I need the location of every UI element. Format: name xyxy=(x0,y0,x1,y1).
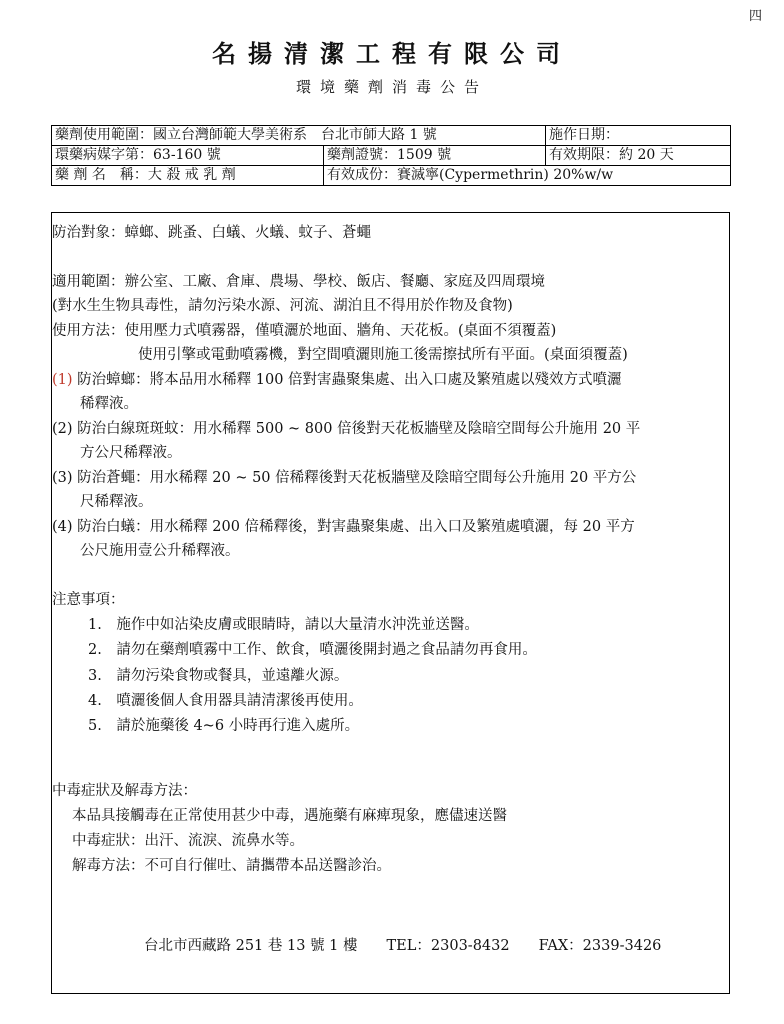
poison-text-1: 本品具接觸毒在正常使用甚少中毒，遇施藥有麻痺現象，應儘速送醫 xyxy=(72,808,507,824)
validity-cell: 有效期限：約 20 天 xyxy=(546,146,731,166)
poison-text-2: 中毒症狀：出汗、流淚、流鼻水等。 xyxy=(72,833,304,849)
item-3: (3) 防治蒼蠅：用水稀釋 20 ~ 50 倍稀釋後對天花板牆壁及陰暗空間每公升施用 20 平方公 xyxy=(52,470,637,486)
scope-cell: 藥劑使用範圍：國立台灣師範大學美術系 台北市師大路 1 號 xyxy=(52,126,546,146)
usage-text-1: 使用方法：使用壓力式噴霧器，僅噴灑於地面、牆角、天花板。(桌面不須覆蓋) xyxy=(52,323,557,339)
caution-item: 4. 噴灑後個人食用器具請清潔後再使用。 xyxy=(88,693,363,709)
notice-title: 環境藥劑消毒公告 xyxy=(295,78,488,96)
scope-text: 適用範圍：辦公室、工廠、倉庫、農場、學校、飯店、餐廳、家庭及四周環境 xyxy=(52,274,545,290)
item-1-text: 防治蟑螂：將本品用水稀釋 100 倍對害蟲聚集處、出入口處及繁殖處以殘效方式噴灑 xyxy=(72,372,622,388)
date-cell: 施作日期： xyxy=(546,126,731,146)
notice-body xyxy=(51,212,730,994)
registration-cell: 環藥病媒字第：63-160 號 xyxy=(52,146,324,166)
item-2-cont: 方公尺稀釋液。 xyxy=(80,445,182,461)
page-number: 四 xyxy=(748,9,762,24)
targets-text: 防治對象：蟑螂、跳蚤、白蟻、火蟻、蚊子、蒼蠅 xyxy=(52,225,371,241)
item-4-cont: 公尺施用壹公升稀釋液。 xyxy=(80,543,240,559)
company-title: 名揚清潔工程有限公司 xyxy=(212,39,572,68)
usage-text-2: 使用引擎或電動噴霧機，對空間噴灑則施工後需擦拭所有平面。(桌面須覆蓋) xyxy=(138,347,628,363)
item-1-number: (1) xyxy=(52,372,73,388)
poison-text-3: 解毒方法：不可自行催吐、請攜帶本品送醫診治。 xyxy=(72,858,391,874)
item-1-cont: 稀釋液。 xyxy=(80,396,138,412)
product-name-cell: 藥 劑 名 稱：大 殺 戒 乳 劑 xyxy=(52,166,324,186)
caution-item: 1. 施作中如沾染皮膚或眼睛時，請以大量清水沖洗並送醫。 xyxy=(88,617,479,633)
caution-item: 5. 請於施藥後 4~6 小時再行進入處所。 xyxy=(88,718,360,734)
info-row xyxy=(52,126,731,146)
caution-item: 2. 請勿在藥劑噴霧中工作、飲食，噴灑後開封過之食品請勿再食用。 xyxy=(88,642,537,658)
item-1 xyxy=(52,368,622,393)
license-cell: 藥劑證號：1509 號 xyxy=(324,146,546,166)
caution-title: 注意事項： xyxy=(52,592,125,608)
caution-item: 3. 請勿污染食物或餐具，並遠離火源。 xyxy=(88,668,349,684)
footer-contact: 台北市西藏路 251 巷 13 號 1 樓 TEL：2303-8432 FAX：2339-3426 xyxy=(144,938,662,954)
item-2: (2) 防治白線斑斑蚊：用水稀釋 500 ~ 800 倍後對天花板牆壁及陰暗空間每公升施用 20 平 xyxy=(52,421,641,437)
info-table xyxy=(51,125,731,186)
ingredient-cell: 有效成份：賽滅寧(Cypermethrin) 20%w/w xyxy=(324,166,731,186)
item-4: (4) 防治白蟻：用水稀釋 200 倍稀釋後，對害蟲聚集處、出入口及繁殖處噴灑，每 20 平方 xyxy=(52,519,635,535)
poison-title: 中毒症狀及解毒方法： xyxy=(52,783,197,799)
item-3-cont: 尺稀釋液。 xyxy=(80,494,153,510)
info-row xyxy=(52,146,731,166)
scope-note: (對水生生物具毒性，請勿污染水源、河流、湖泊且不得用於作物及食物) xyxy=(52,298,513,314)
info-row xyxy=(52,166,731,186)
